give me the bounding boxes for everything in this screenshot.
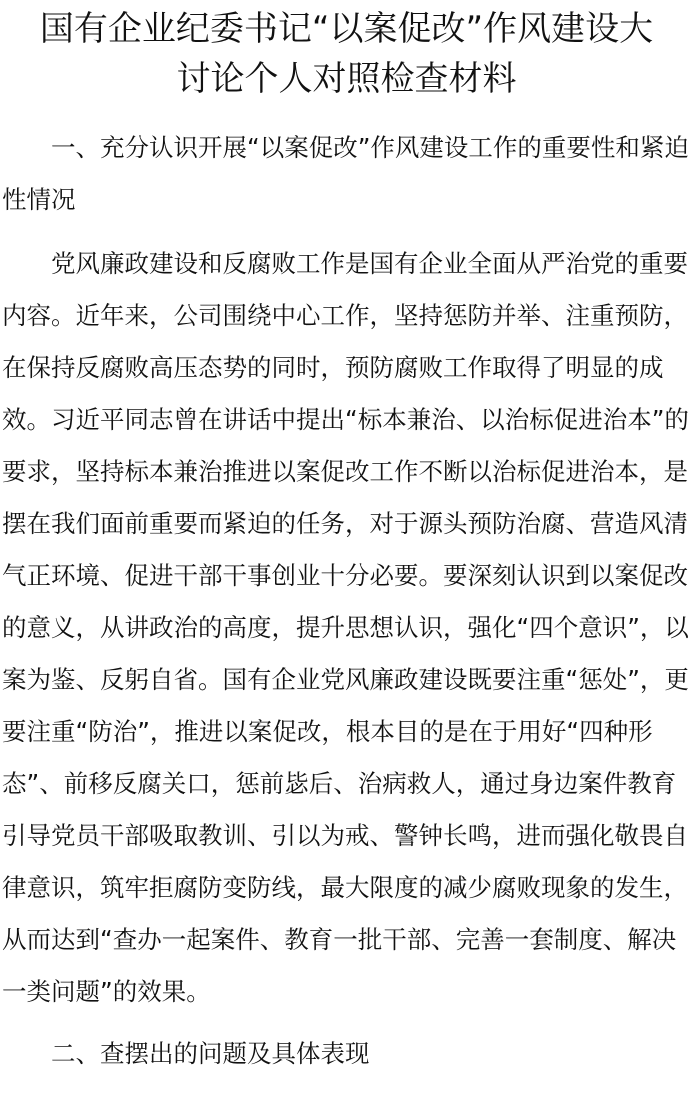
section-1-heading: 一、充分认识开展“以案促改”作风建设工作的重要性和紧迫性情况 xyxy=(2,133,689,214)
title-line-2: 讨论个人对照检查材料 xyxy=(176,59,517,99)
section-1-paragraph: 党风廉政建设和反腐败工作是国有企业全面从严治党的重要内容。近年来，公司围绕中心工作，坚持惩防并举、注重预防，在保持反腐败高压态势的同时，预防腐败工作取得了明显的成效。习近平同志曾在讲话中提出“标本兼治、以治标促进治本”的要求，坚持标本兼治推进以案促改工作不断以治标促进治本，是摆在我们面前重要而紧迫的任务，对于源头预防治腐、营造风清气正环境、促进干部干事创业十分必要。要深刻认识到以案促改的意义，从讲政治的高度，提升思想认识，强化“四个意识”，以案为鉴、反躬自省。国有企业党风廉政建设既要注重“惩处”，更要注重“防治”，推进以案促改，根本目的是在于用好“四种形态”、前移反腐关口，惩前毖后、治病救人，通过身边案件教育引导党员干部吸取教训、引以为戒、警钟长鸣，进而强化敬畏自律意识，筑牢拒腐防变防线，最大限度的减少腐败现象的发生，从而达到“查办一起案件、教育一批干部、完善一套制度、解决一类问题”的效果。 xyxy=(2,249,689,1006)
document-title xyxy=(0,0,693,104)
title-line-1: 国有企业纪委书记“以案促改”作风建设大 xyxy=(39,9,654,49)
section-2-heading: 二、查摆出的问题及具体表现 xyxy=(51,1039,370,1068)
